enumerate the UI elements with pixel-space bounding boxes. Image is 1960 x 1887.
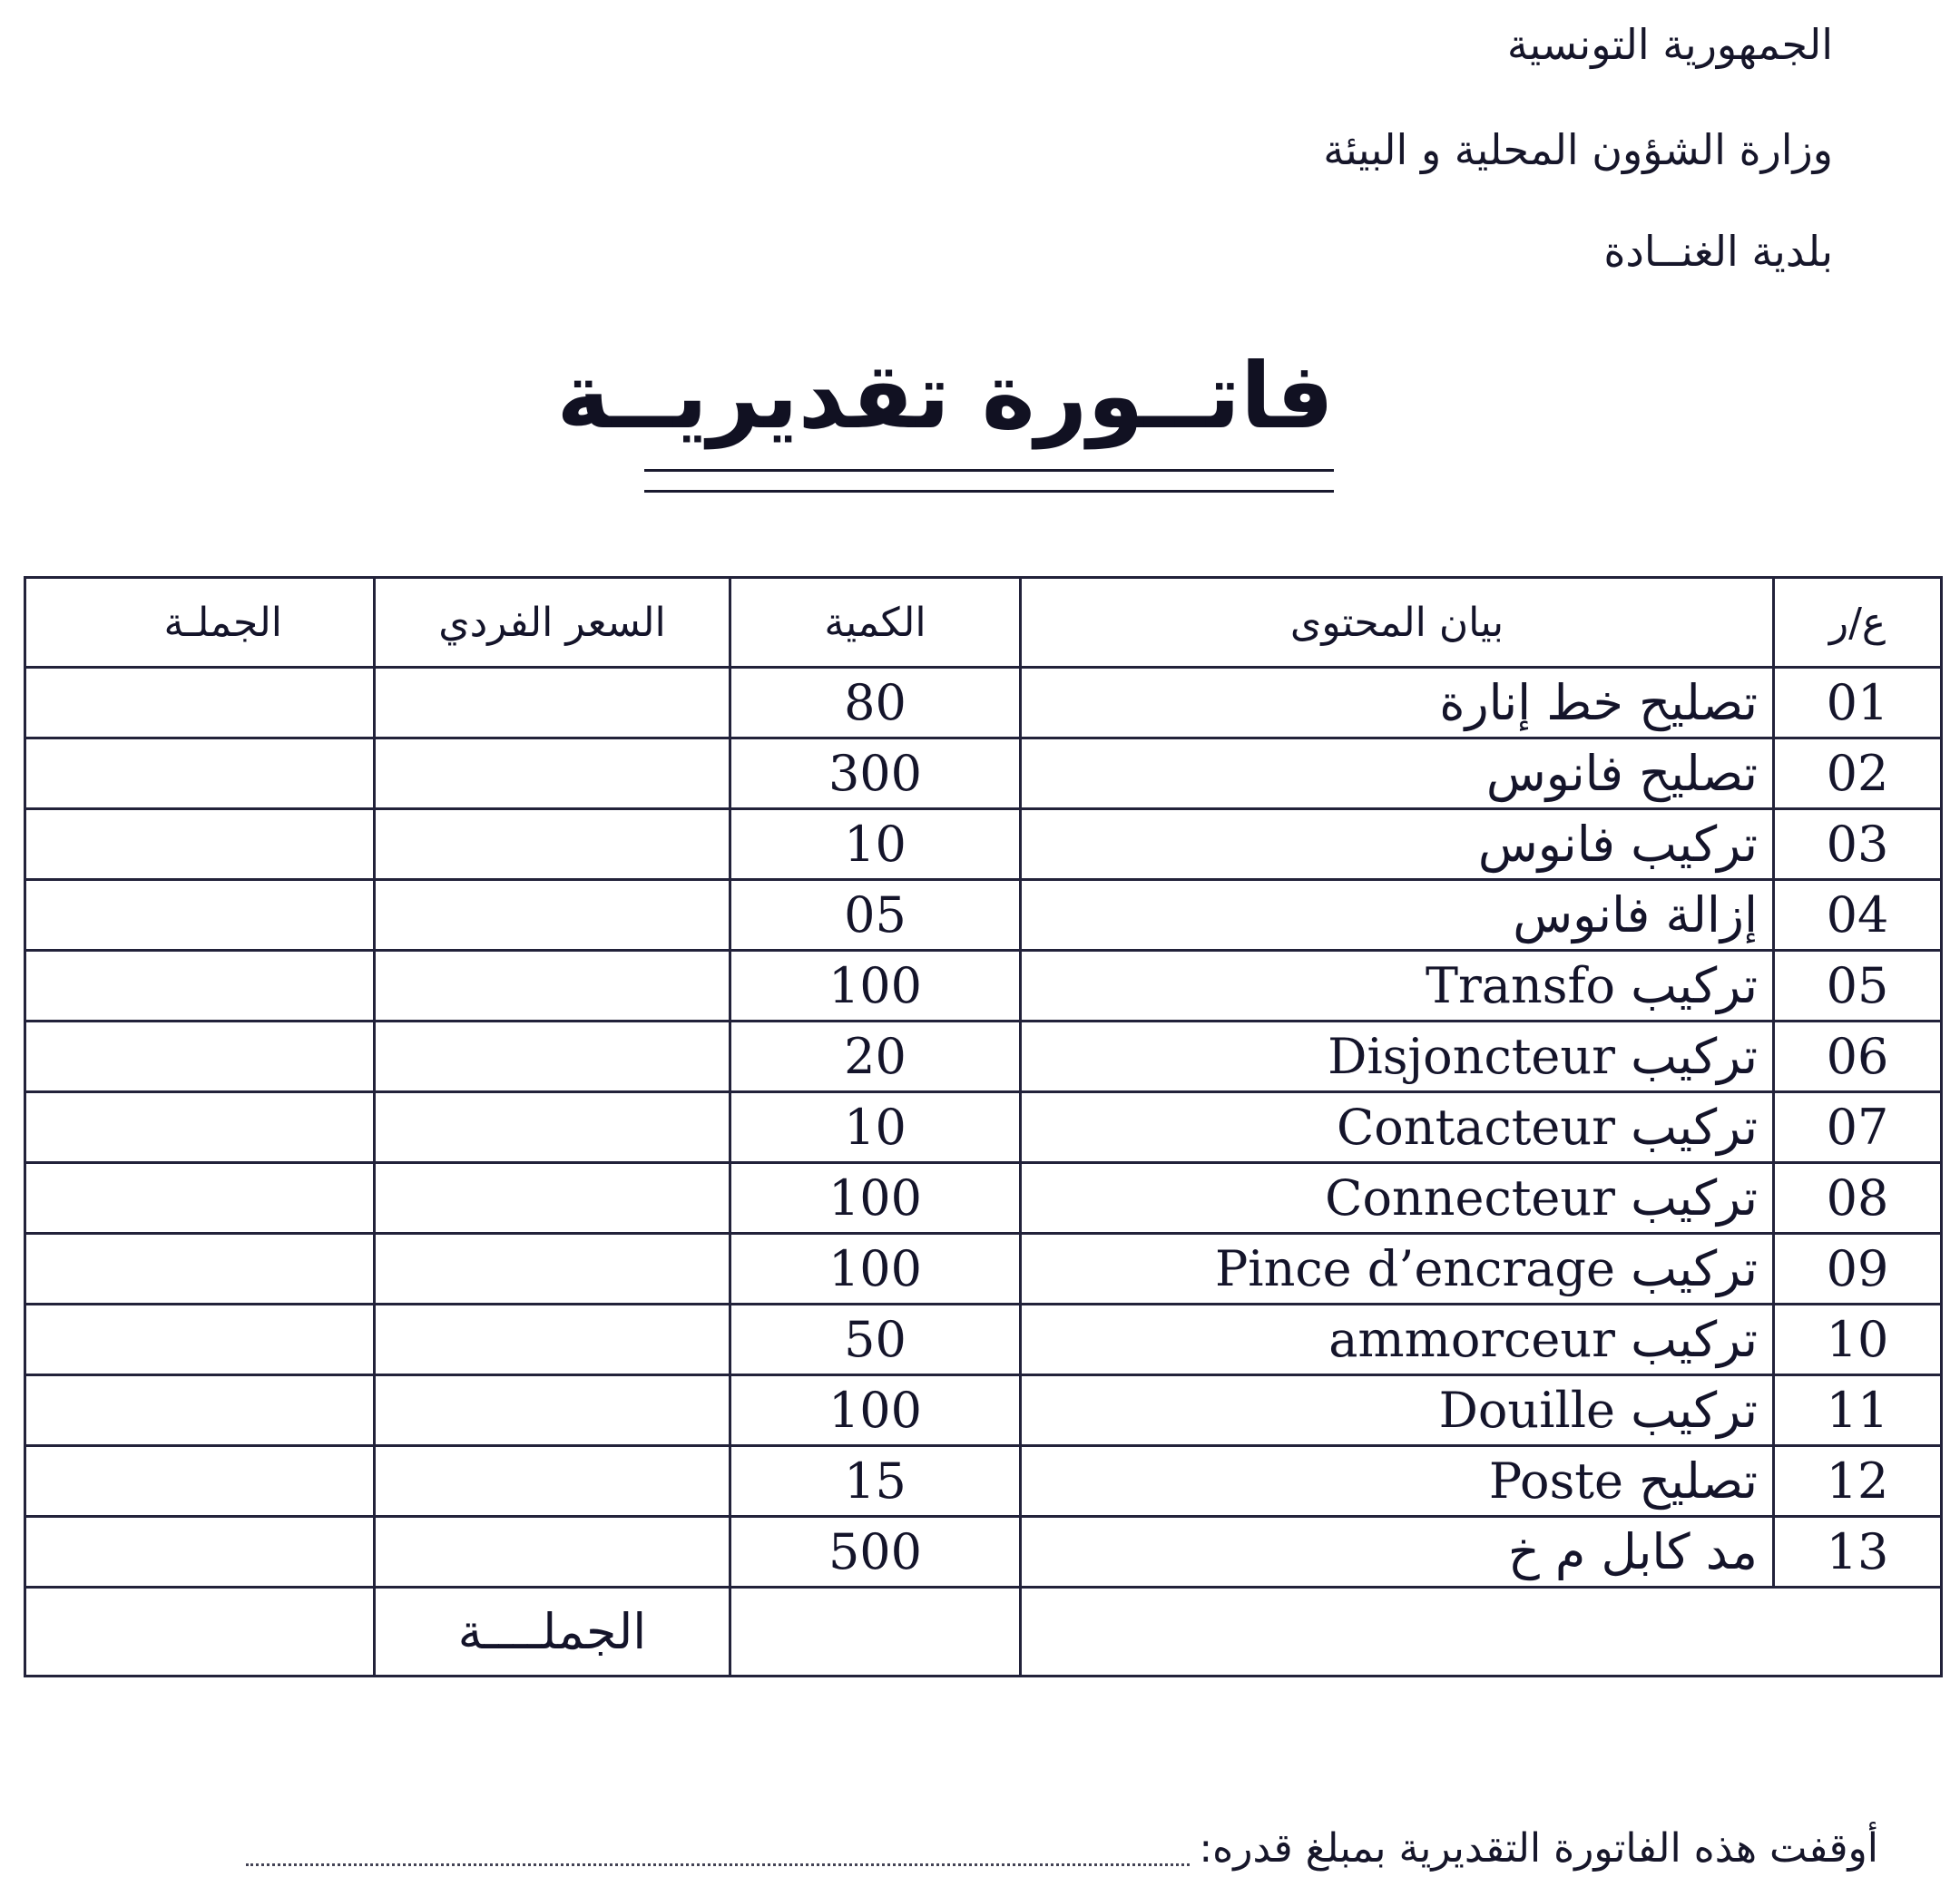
row-quantity: 10: [730, 1092, 1021, 1163]
row-total: [25, 1446, 375, 1517]
row-quantity: 100: [730, 1163, 1021, 1234]
row-total: [25, 1305, 375, 1375]
row-unit-price: [375, 738, 730, 809]
row-total: [25, 880, 375, 951]
row-description: إزالة فانوس: [1021, 880, 1774, 951]
row-description: تصليح فانوس: [1021, 738, 1774, 809]
row-description: تصليح Poste: [1021, 1446, 1774, 1517]
row-unit-price: [375, 1375, 730, 1446]
amount-blank-line: [246, 1836, 1190, 1866]
row-total: [25, 1163, 375, 1234]
row-number: 09: [1774, 1234, 1942, 1305]
row-unit-price: [375, 668, 730, 738]
row-total: [25, 668, 375, 738]
table-header-row: [25, 578, 1942, 668]
row-number: 05: [1774, 951, 1942, 1022]
ministry-name: وزارة الشؤون المحلية و البيئة: [1323, 125, 1833, 174]
table-row: [25, 1234, 1942, 1305]
row-number: 13: [1774, 1517, 1942, 1588]
total-label: الجملــــة: [375, 1588, 730, 1677]
row-quantity: 05: [730, 880, 1021, 951]
row-unit-price: [375, 1092, 730, 1163]
municipality-name: بلدية الغنــادة: [1603, 227, 1833, 276]
row-quantity: 50: [730, 1305, 1021, 1375]
row-description: تركيب Pince d’encrage: [1021, 1234, 1774, 1305]
closing-line: [246, 1825, 1878, 1872]
table-row: [25, 1022, 1942, 1092]
total-empty-desc: [1021, 1588, 1942, 1677]
row-total: [25, 809, 375, 880]
row-description: تركيب Transfo: [1021, 951, 1774, 1022]
row-unit-price: [375, 1305, 730, 1375]
row-number: 03: [1774, 809, 1942, 880]
row-description: تركيب فانوس: [1021, 809, 1774, 880]
row-number: 06: [1774, 1022, 1942, 1092]
row-total: [25, 951, 375, 1022]
row-quantity: 100: [730, 951, 1021, 1022]
row-quantity: 20: [730, 1022, 1021, 1092]
document-title: فاتــورة تقديريــة: [556, 343, 1334, 449]
row-unit-price: [375, 1234, 730, 1305]
row-quantity: 100: [730, 1234, 1021, 1305]
row-description: تركيب ammorceur: [1021, 1305, 1774, 1375]
table-row: [25, 951, 1942, 1022]
header-description: بيان المحتوى: [1021, 578, 1774, 668]
row-number: 11: [1774, 1375, 1942, 1446]
table-row: [25, 1163, 1942, 1234]
title-underline: [644, 469, 1334, 472]
row-unit-price: [375, 880, 730, 951]
row-quantity: 15: [730, 1446, 1021, 1517]
table-row: [25, 738, 1942, 809]
row-total: [25, 1234, 375, 1305]
header-unit-price: السعر الفردي: [375, 578, 730, 668]
table-total-row: [25, 1588, 1942, 1677]
row-total: [25, 1517, 375, 1588]
row-quantity: 80: [730, 668, 1021, 738]
row-quantity: 100: [730, 1375, 1021, 1446]
row-unit-price: [375, 1517, 730, 1588]
row-total: [25, 1092, 375, 1163]
table-row: [25, 1305, 1942, 1375]
row-number: 04: [1774, 880, 1942, 951]
row-unit-price: [375, 1022, 730, 1092]
table-row: [25, 1446, 1942, 1517]
row-unit-price: [375, 1163, 730, 1234]
closing-statement: أوقفت هذه الفاتورة التقديرية بمبلغ قدره:: [1199, 1825, 1878, 1872]
header-number: ع/ر: [1774, 578, 1942, 668]
total-empty-qty: [730, 1588, 1021, 1677]
table-row: [25, 809, 1942, 880]
total-amount: [25, 1588, 375, 1677]
header-quantity: الكمية: [730, 578, 1021, 668]
table-row: [25, 668, 1942, 738]
row-description: تركيب Contacteur: [1021, 1092, 1774, 1163]
row-total: [25, 1375, 375, 1446]
row-description: تصليح خط إنارة: [1021, 668, 1774, 738]
row-number: 12: [1774, 1446, 1942, 1517]
title-underline-second: [644, 490, 1334, 493]
row-description: تركيب Douille: [1021, 1375, 1774, 1446]
row-number: 02: [1774, 738, 1942, 809]
row-unit-price: [375, 809, 730, 880]
row-number: 08: [1774, 1163, 1942, 1234]
row-number: 01: [1774, 668, 1942, 738]
header-total: الجملـة: [25, 578, 375, 668]
row-number: 10: [1774, 1305, 1942, 1375]
row-description: مد كابل م خ: [1021, 1517, 1774, 1588]
row-total: [25, 1022, 375, 1092]
row-description: تركيب Connecteur: [1021, 1163, 1774, 1234]
row-description: تركيب Disjoncteur: [1021, 1022, 1774, 1092]
table-row: [25, 880, 1942, 951]
row-unit-price: [375, 1446, 730, 1517]
row-unit-price: [375, 951, 730, 1022]
row-quantity: 300: [730, 738, 1021, 809]
table-body: [25, 668, 1942, 1677]
row-quantity: 10: [730, 809, 1021, 880]
table-row: [25, 1375, 1942, 1446]
row-quantity: 500: [730, 1517, 1021, 1588]
row-total: [25, 738, 375, 809]
row-number: 07: [1774, 1092, 1942, 1163]
table-row: [25, 1092, 1942, 1163]
country-name: الجمهورية التونسية: [1506, 20, 1833, 69]
table-row: [25, 1517, 1942, 1588]
invoice-table: [24, 576, 1943, 1677]
